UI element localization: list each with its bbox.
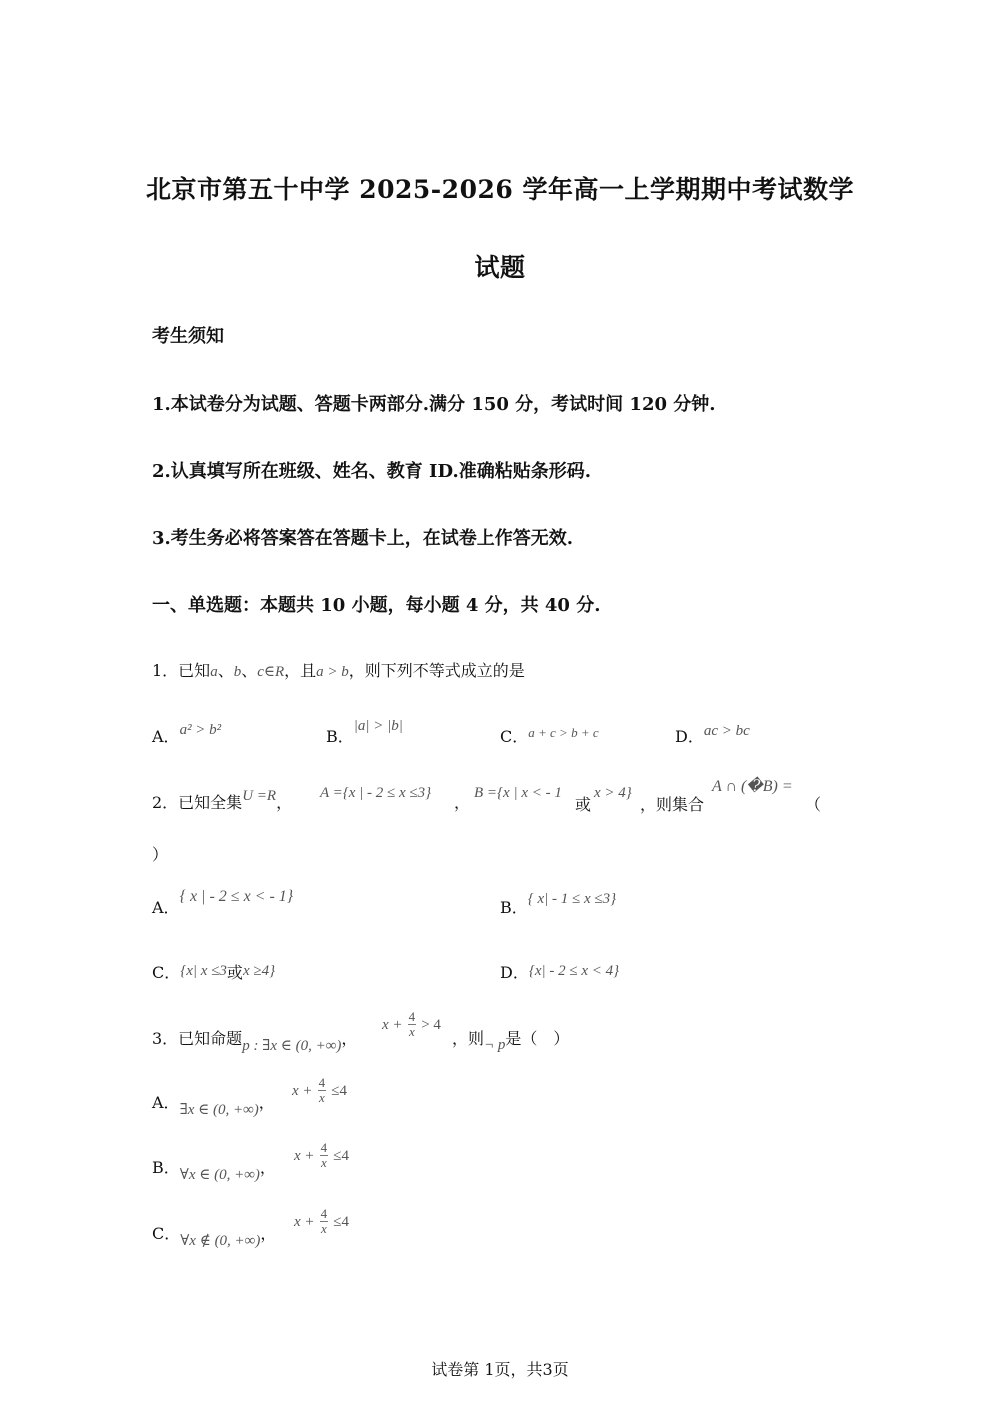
fraction-4-over-x: $\frac{4}{x}$ xyxy=(318,1075,326,1105)
option-expression: ac > bc xyxy=(703,723,750,739)
q3-option-b[interactable] xyxy=(152,1155,276,1183)
fraction-4-over-x: $\frac{4}{x}$ xyxy=(408,1009,416,1039)
notice-heading: 考生须知 xyxy=(152,326,224,347)
separator: 、 xyxy=(217,661,234,680)
answer-paren-close: ） xyxy=(152,845,169,864)
document-title-line2: 试题 xyxy=(474,253,526,282)
option-label: D． xyxy=(500,963,529,982)
or-word: 或 xyxy=(226,963,243,982)
q1-option-d[interactable] xyxy=(675,724,750,747)
option-label: C． xyxy=(152,963,181,982)
question-2-prefix: 2．已知全集 xyxy=(152,793,243,812)
question-1-mid: ，且 xyxy=(284,661,317,680)
option-quantifier: ∃x ∈ (0, +∞) xyxy=(179,1102,259,1118)
q3-option-a-inequality xyxy=(292,1076,347,1105)
option-label: C． xyxy=(500,727,529,746)
separator: ， xyxy=(454,793,471,812)
q2-option-a[interactable] xyxy=(152,888,294,918)
question-3 xyxy=(152,1026,358,1054)
option-expression: {x| - 2 ≤ x < 4} xyxy=(528,963,620,979)
question-3-tail xyxy=(452,1026,570,1053)
page-footer: 试卷第 1页，共3页 xyxy=(431,1360,569,1379)
notice-item-3: 3.考生务必将答案答在答题卡上，在试卷上作答无效. xyxy=(152,528,574,549)
option-expression: |a| > |b| xyxy=(353,718,403,734)
set-B-expression-2: x > 4} xyxy=(594,785,632,801)
fraction-4-over-x: $\frac{4}{x}$ xyxy=(320,1140,328,1170)
option-label: D． xyxy=(675,727,704,746)
option-label: A． xyxy=(152,727,180,746)
option-expression: a + c > b + c xyxy=(528,725,599,740)
inequality-lhs: x + xyxy=(294,1214,315,1230)
question-3-prefix: 3．已知命题 xyxy=(152,1029,243,1048)
option-expression-2: x ≥4} xyxy=(242,963,276,979)
inequality-lhs: x + xyxy=(292,1083,313,1099)
math-proposition-p: p : ∃x ∈ (0, +∞) xyxy=(242,1038,342,1054)
option-quantifier: ∀x ∉ (0, +∞) xyxy=(180,1233,261,1249)
inequality-rhs: > 4 xyxy=(421,1017,441,1033)
section-heading-single-choice: 一、单选题：本题共 10 小题，每小题 4 分，共 40 分. xyxy=(152,595,601,616)
fraction-4-over-x: $\frac{4}{x}$ xyxy=(320,1206,328,1236)
inequality-rhs: ≤4 xyxy=(333,1214,349,1230)
q1-option-c[interactable] xyxy=(500,724,599,747)
question-1-suffix: ，则下列不等式成立的是 xyxy=(348,661,525,680)
separator: ， xyxy=(258,1093,275,1112)
or-word: 或 xyxy=(575,795,592,814)
option-expression: {x| x ≤3 xyxy=(180,963,227,979)
question-2 xyxy=(152,790,292,813)
question-3-then: ，则 xyxy=(452,1029,485,1048)
separator: 、 xyxy=(241,661,258,680)
q1-option-b[interactable] xyxy=(326,718,403,747)
option-expression: { x | - 2 ≤ x < - 1} xyxy=(179,888,294,905)
set-A-expression: A ={x | - 2 ≤ x ≤3} xyxy=(320,785,432,801)
math-set-B xyxy=(474,782,562,802)
q1-option-a[interactable] xyxy=(152,724,221,747)
inequality-rhs: ≤4 xyxy=(333,1148,349,1164)
inequality-lhs: x + xyxy=(382,1017,403,1033)
separator: ， xyxy=(341,1029,358,1048)
math-b: b xyxy=(233,664,242,680)
math-inequality xyxy=(382,1010,441,1039)
question-1 xyxy=(152,658,525,681)
q2-option-c[interactable] xyxy=(152,960,275,983)
math-intersection-expression xyxy=(712,776,793,796)
set-B-expression: B ={x | x < - 1 xyxy=(474,785,562,801)
option-label: B． xyxy=(326,727,354,746)
q3-option-c[interactable] xyxy=(152,1221,277,1249)
separator: ， xyxy=(259,1158,276,1177)
q3-option-c-inequality xyxy=(294,1207,349,1236)
notice-item-2: 2.认真填写所在班级、姓名、教育 ID.准确粘贴条形码. xyxy=(152,461,591,482)
intersection-expression: A ∩ (�B) = xyxy=(712,778,793,795)
inequality-lhs: x + xyxy=(294,1148,315,1164)
option-expression: a² > b² xyxy=(179,722,222,738)
option-label: B． xyxy=(500,898,528,917)
q2-option-d[interactable] xyxy=(500,960,619,983)
math-universal-set: U =R xyxy=(242,788,277,804)
separator: ， xyxy=(260,1224,277,1243)
math-set-A xyxy=(320,782,431,802)
q3-option-b-inequality xyxy=(294,1141,349,1170)
notice-item-1: 1.本试卷分为试题、答题卡两部分.满分 150 分，考试时间 120 分钟. xyxy=(152,394,716,415)
q2-option-b[interactable] xyxy=(500,891,617,918)
option-quantifier: ∀x ∈ (0, +∞) xyxy=(179,1167,260,1183)
q3-option-a[interactable] xyxy=(152,1090,275,1118)
inequality-rhs: ≤4 xyxy=(331,1083,347,1099)
option-label: C． xyxy=(152,1224,181,1243)
math-set-B-part2 xyxy=(594,782,632,802)
math-a: a xyxy=(210,664,218,680)
option-expression: { x| - 1 ≤ x ≤3} xyxy=(527,891,617,907)
separator: ， xyxy=(276,793,293,812)
option-label: A． xyxy=(152,1093,180,1112)
math-condition: a > b xyxy=(316,664,349,680)
question-1-prefix: 1．已知 xyxy=(152,661,211,680)
math-c-in-R: c∈R xyxy=(257,664,285,680)
answer-paren-open: （ xyxy=(805,795,822,814)
question-3-suffix: 是（ ） xyxy=(505,1029,570,1048)
option-label: B． xyxy=(152,1158,180,1177)
math-not-p: ¬ p xyxy=(484,1037,506,1053)
question-2-then: ，则集合 xyxy=(640,795,705,814)
document-title-line1: 北京市第五十中学 2025-2026 学年高一上学期期中考试数学 xyxy=(146,175,854,204)
option-label: A． xyxy=(152,898,180,917)
